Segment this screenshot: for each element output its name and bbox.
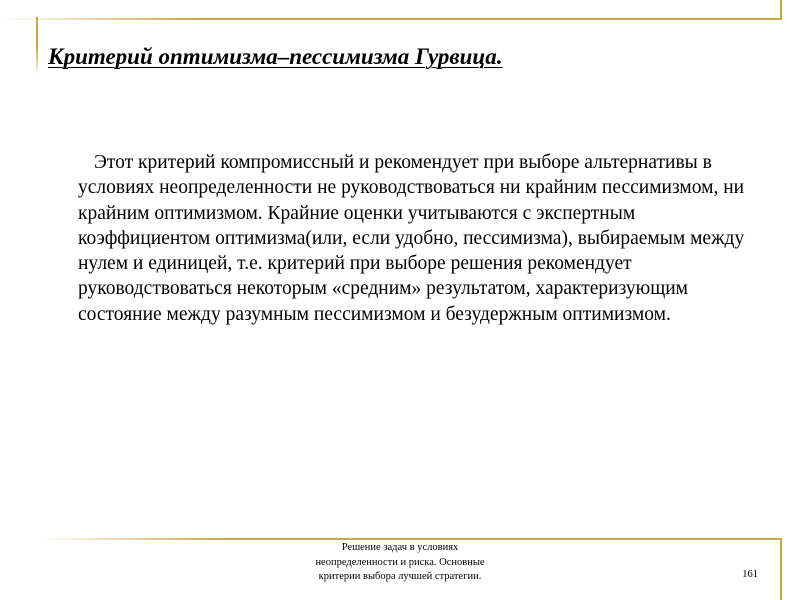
top-right-decorative-rule (780, 0, 782, 20)
slide-body-text: Этот критерий компромиссный и рекомендует при выборе альтернативы в условиях неопределенности не руководствоваться ни крайним пессимизмом, ни крайним оптимизмом. Крайние оценки учитываются с экспертным коэффициентом оптимизма(или, если удобно, пессимизма), выбираемым между нулем и единицей, т.е. критерий при выборе решения рекомендует руководствоваться некоторым «средним» результатом, характеризующим состояние между разумным пессимизмом и безудержным оптимизмом. (78, 152, 745, 325)
footer-line-3: критерии выбора лучшей стратегии. (318, 571, 482, 582)
footer-line-2: неопределенности и риска. Основные (315, 556, 485, 568)
slide-title: Критерий оптимизма–пессимизма Гурвица. (48, 44, 503, 69)
left-decorative-rule (36, 17, 38, 75)
footer-line-1: Решение задач в условиях (341, 542, 459, 553)
slide-footer (280, 541, 520, 585)
page-number: 161 (742, 569, 758, 580)
bottom-right-decorative-rule (780, 538, 782, 600)
bottom-decorative-rule (38, 538, 782, 540)
top-decorative-rule (0, 18, 782, 20)
